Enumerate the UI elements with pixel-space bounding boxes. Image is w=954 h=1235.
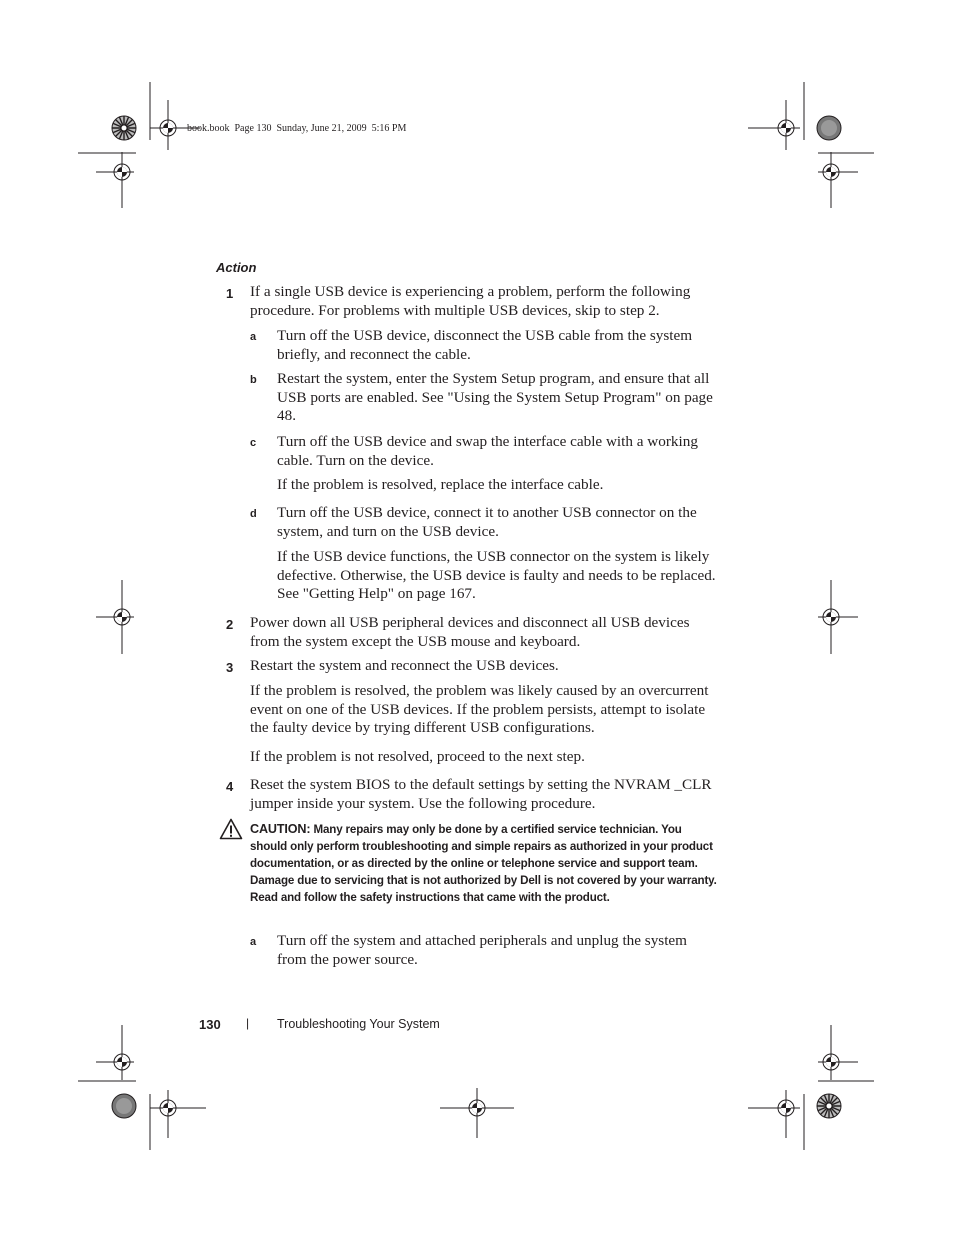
color-swatch-icon	[817, 116, 841, 140]
substep-letter: d	[250, 508, 257, 520]
section-heading: Action	[216, 260, 257, 275]
warning-triangle-icon	[219, 818, 243, 840]
substep-letter: c	[250, 437, 257, 449]
substep-text: Turn off the USB device, connect it to another USB connector on the system, and turn on the USB device.	[277, 504, 697, 540]
step-text: Power down all USB peripheral devices and disconnect all USB devices from the system except the USB mouse and keyboard.	[250, 614, 690, 650]
substep-note: If the problem is resolved, replace the interface cable.	[277, 476, 604, 493]
chapter-title: Troubleshooting Your System	[277, 1017, 440, 1031]
book-slug: book.book Page 130 Sunday, June 21, 2009 5:16 PM	[187, 123, 407, 134]
step-number: 2	[226, 617, 234, 632]
step-number: 1	[226, 286, 234, 301]
color-swatch-icon	[112, 1094, 136, 1118]
footer-separator: |	[246, 1016, 250, 1030]
substep-letter: b	[250, 374, 257, 386]
caution-label: CAUTION:	[250, 822, 311, 836]
page-number: 130	[199, 1017, 221, 1032]
substep-letter: a	[250, 331, 257, 343]
substep-letter: a	[250, 936, 257, 948]
caution-text: Many repairs may only be done by a certified service technician. You should only perform troubleshooting and simple repairs as authorized in your product documentation, or as directed by the online or telephone service and support team. Damage due to servicing that is not authorized by Dell is not covered by your warranty. Read and follow the safety instructions that came with the product.	[250, 823, 717, 904]
step-number: 3	[226, 660, 234, 675]
step-text: Restart the system and reconnect the USB devices.	[250, 657, 559, 674]
step-note: If the problem is not resolved, proceed to the next step.	[250, 748, 585, 765]
substep-text: Restart the system, enter the System Setup program, and ensure that all USB ports are enabled. See "Using the System Setup Program" on page 48.	[277, 370, 713, 425]
substep-note: If the USB device functions, the USB connector on the system is likely defective. Otherwise, the USB device is faulty and needs to be replaced. See "Getting Help" on page 167.	[277, 548, 716, 603]
starburst-icon	[112, 116, 136, 140]
starburst-icon	[817, 1094, 841, 1118]
step-text: Reset the system BIOS to the default settings by setting the NVRAM _CLR jumper inside your system. Use the following procedure.	[250, 776, 712, 812]
caution-block	[250, 821, 720, 906]
substep-text: Turn off the USB device, disconnect the USB cable from the system briefly, and reconnect the cable.	[277, 327, 693, 363]
substep-text: Turn off the USB device and swap the interface cable with a working cable. Turn on the device.	[277, 433, 698, 469]
step-note: If the problem is resolved, the problem was likely caused by an overcurrent event on one of the USB devices. If the problem persists, attempt to isolate the faulty device by trying different USB configurations.	[250, 682, 709, 737]
step-text: If a single USB device is experiencing a problem, perform the following procedure. For problems with multiple USB devices, skip to step 2.	[250, 283, 691, 319]
substep-text: Turn off the system and attached peripherals and unplug the system from the power source.	[277, 932, 687, 968]
step-number: 4	[226, 779, 234, 794]
